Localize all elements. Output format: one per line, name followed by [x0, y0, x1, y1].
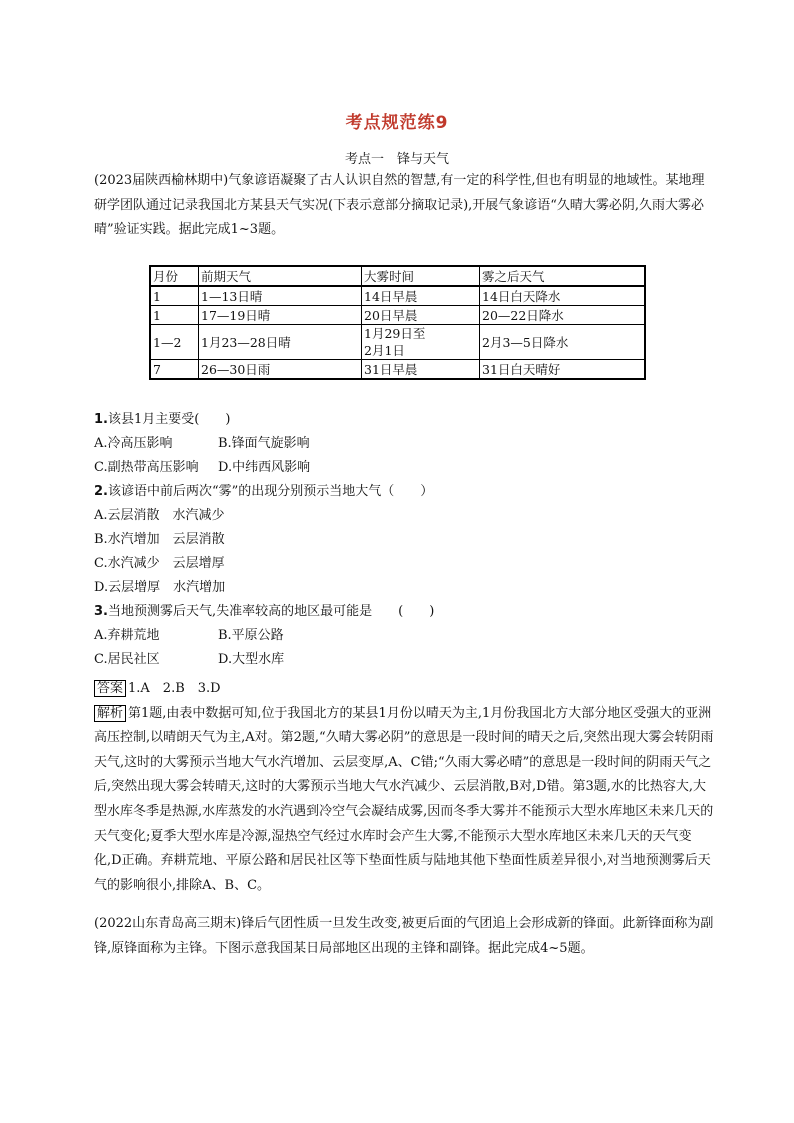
table-cell: 26—30日雨 [199, 360, 362, 380]
table-cell: 2月3—5日降水 [480, 325, 646, 360]
option-c: C.居民社区 [94, 652, 160, 667]
answer-section [94, 677, 714, 898]
option-d: D.大型水库 [218, 652, 285, 667]
table-cell: 20—22日降水 [480, 306, 646, 325]
question-2 [94, 482, 433, 502]
question-stem: 该谚语中前后两次“雾”的出现分别预示当地大气（ ） [107, 484, 434, 499]
option-c: C.副热带高压影响 [94, 460, 199, 475]
table-cell: 7 [150, 360, 199, 380]
table-cell: 1 [150, 306, 199, 325]
table-cell: 1—2 [150, 325, 199, 360]
analysis-paragraph [94, 702, 714, 899]
option-b: B.锋面气旋影响 [218, 436, 310, 451]
option-a: A.冷高压影响 [94, 436, 173, 451]
table-row [150, 306, 645, 325]
analysis-label: 解析 [94, 705, 126, 722]
option-row [94, 626, 284, 646]
option-a: A.弃耕荒地 [94, 628, 160, 643]
answer-label: 答案 [94, 680, 126, 697]
option-d: D.云层增厚 水汽增加 [94, 580, 226, 595]
intro-paragraph: (2023届陕西榆林期中)气象谚语凝聚了古人认识自然的智慧,有一定的科学性,但也有明显的地域性。某地理研学团队通过记录我国北方某县天气实况(下表示意部分摘取记录),开展气象谚语“久晴大雾必阴,久雨大雾必晴”验证实践。据此完成1~3题。 [94, 173, 705, 238]
answer-text: 1.A 2.B 3.D [128, 681, 221, 696]
question-number: 2. [94, 484, 108, 499]
section-subtitle: 考点一 锋与天气 [344, 152, 449, 167]
question-number: 1. [94, 412, 108, 427]
answer-line [94, 677, 714, 702]
option-row [94, 650, 284, 670]
table-header-row [150, 266, 645, 286]
option-a: A.云层消散 水汽减少 [94, 508, 225, 523]
option-row [94, 434, 310, 454]
table-cell: 1月23—28日晴 [199, 325, 362, 360]
table-row [150, 325, 645, 360]
table-cell: 31日白天晴好 [480, 360, 646, 380]
table-cell: 14日早晨 [362, 286, 480, 306]
table-header-cell: 月份 [150, 266, 199, 286]
option-b: B.水汽增加 云层消散 [94, 532, 225, 547]
question-1 [94, 410, 230, 430]
table-header-cell: 雾之后天气 [480, 266, 646, 286]
weather-table [149, 265, 646, 380]
table-cell: 14日白天降水 [480, 286, 646, 306]
table-row [150, 286, 645, 306]
table-cell: 20日早晨 [362, 306, 480, 325]
question-number: 3. [94, 604, 108, 619]
table-cell: 1 [150, 286, 199, 306]
table-cell: 1—13日晴 [199, 286, 362, 306]
table-cell: 17—19日晴 [199, 306, 362, 325]
table-cell: 1月29日至 2月1日 [362, 325, 480, 360]
table-header-cell: 大雾时间 [362, 266, 480, 286]
intro-paragraph-2: (2022山东青岛高三期末)锋后气团性质一旦发生改变,被更后面的气团追上会形成新的锋面。此新锋面称为副锋,原锋面称为主锋。下图示意我国某日局部地区出现的主锋和副锋。据此完成4~5题。 [94, 916, 714, 956]
option-b: B.平原公路 [218, 628, 284, 643]
page-title: 考点规范练9 [345, 113, 449, 133]
analysis-text: 第1题,由表中数据可知,位于我国北方的某县1月份以晴天为主,1月份我国北方大部分地区受强大的亚洲高压控制,以晴朗天气为主,A对。第2题,“久晴大雾必阴”的意思是一段时间的晴天之后,突然出现大雾会转阴雨天气,这时的大雾预示当地大气水汽增加、云层变厚,A、C错;“久雨大雾必晴”的意思是一段时间的阴雨天气之后,突然出现大雾会转晴天,这时的大雾预示当地大气水汽减少、云层消散,B对,D错。第3题,水的比热容大,大型水库冬季是热源,水库蒸发的水汽遇到冷空气会凝结成雾,因而冬季大雾并不能预示大型水库地区未来几天的天气变化;夏季大型水库是冷源,湿热空气经过水库时会产生大雾,不能预示大型水库地区未来几天的天气变化,D正确。弃耕荒地、平原公路和居民社区等下垫面性质与陆地其他下垫面性质差异很小,对当地预测雾后天气的影响很小,排除A、B、C。 [94, 705, 714, 893]
question-stem: 当地预测雾后天气,失准率较高的地区最可能是 ( ) [107, 604, 435, 619]
table-cell: 31日早晨 [362, 360, 480, 380]
question-3 [94, 602, 434, 622]
table-row [150, 360, 645, 380]
option-d: D.中纬西风影响 [218, 460, 311, 475]
table-header-cell: 前期天气 [199, 266, 362, 286]
question-stem: 该县1月主要受( ) [107, 412, 231, 427]
option-c: C.水汽减少 云层增厚 [94, 556, 225, 571]
option-row [94, 458, 310, 478]
